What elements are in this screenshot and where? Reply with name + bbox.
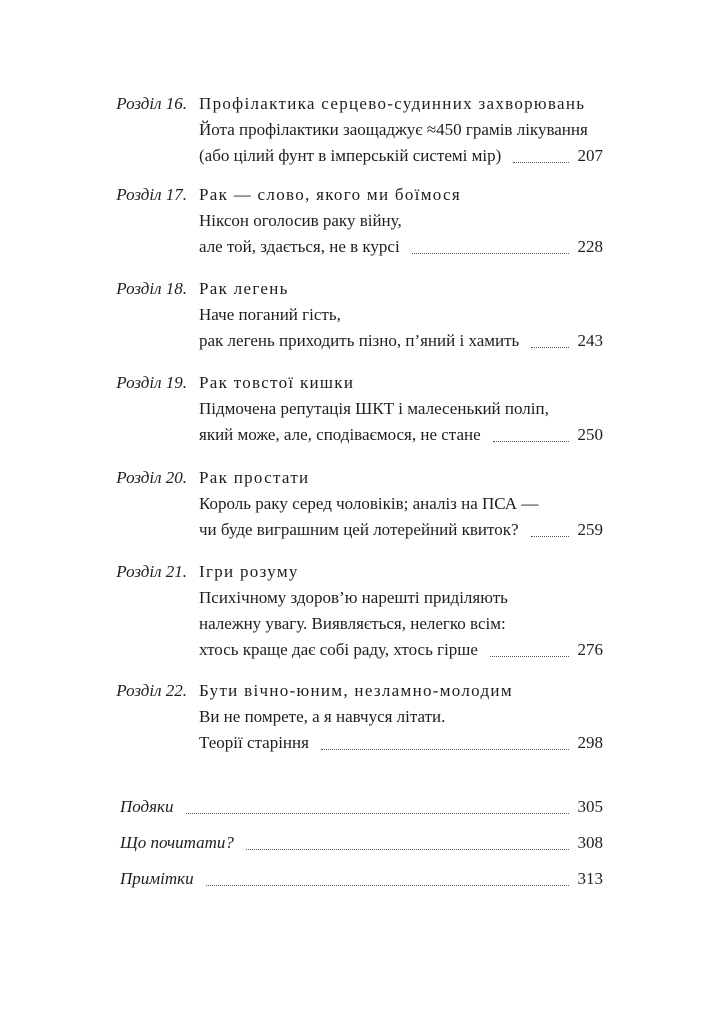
page-number: 243 (577, 331, 603, 350)
dot-leader (412, 252, 569, 254)
dot-leader (531, 346, 568, 348)
subtitle-text: Йота профілактики заощаджує ≈450 грамів лікування (199, 120, 588, 139)
page-number: 259 (577, 520, 603, 539)
subtitle-text: Ніксон оголосив раку війну, (199, 211, 402, 230)
chapter-title: Профілактика серцево-судинних захворювань (199, 94, 586, 113)
dot-leader (206, 884, 569, 886)
chapter-label: Розділ 17. (116, 185, 187, 204)
toc-extra-acknowledgements[interactable] (120, 795, 603, 822)
toc-extra-notes[interactable] (120, 867, 603, 894)
chapter-subtitle-line (199, 638, 603, 665)
dot-leader (246, 848, 569, 850)
dot-leader (493, 440, 569, 442)
subtitle-text: хтось краще дає собі раду, хтось гірше (199, 640, 478, 659)
page-number: 276 (577, 640, 603, 659)
chapter-title: Рак легень (199, 279, 289, 298)
subtitle-text: який може, але, сподіваємося, не стане (199, 425, 481, 444)
extra-title: Подяки (120, 797, 174, 816)
subtitle-text: Теорії старіння (199, 733, 309, 752)
chapter-subtitle-line (199, 731, 603, 758)
page-number: 250 (577, 425, 603, 444)
page-number: 228 (577, 237, 603, 256)
subtitle-text: Король раку серед чоловіків; аналіз на ПСА — (199, 494, 539, 513)
chapter-label: Розділ 19. (116, 373, 187, 392)
chapter-subtitle-line (199, 144, 603, 171)
dot-leader (490, 655, 569, 657)
extra-title: Примітки (120, 869, 194, 888)
page-number: 305 (577, 797, 603, 816)
chapter-label: Розділ 21. (116, 562, 187, 581)
dot-leader (531, 535, 569, 537)
chapter-subtitle-line (199, 492, 603, 519)
chapter-subtitle-line (199, 612, 603, 639)
chapter-title: Рак товстої кишки (199, 373, 355, 392)
subtitle-text: рак легень приходить пізно, п’яний і хамить (199, 331, 520, 350)
subtitle-text: (або цілий фунт в імперській системі мір) (199, 146, 502, 165)
chapter-label: Розділ 16. (116, 94, 187, 113)
page-number: 313 (577, 869, 603, 888)
chapter-label: Розділ 22. (116, 681, 187, 700)
subtitle-text: але той, здається, не в курсі (199, 237, 400, 256)
chapter-subtitle-line (199, 118, 603, 145)
page-number: 207 (577, 146, 603, 165)
chapter-subtitle-line (199, 209, 603, 236)
subtitle-text: Наче поганий гість, (199, 305, 341, 324)
chapter-subtitle-line (199, 303, 603, 330)
chapter-subtitle-line (199, 518, 603, 545)
chapter-title: Ігри розуму (199, 562, 299, 581)
subtitle-text: Психічному здоров’ю нарешті приділяють (199, 588, 508, 607)
chapter-subtitle-line (199, 705, 603, 732)
extra-title: Що почитати? (120, 833, 234, 852)
chapter-subtitle-line (199, 423, 603, 450)
chapter-title: Рак — слово, якого ми боїмося (199, 185, 461, 204)
dot-leader (186, 812, 569, 814)
chapter-title: Рак простати (199, 468, 310, 487)
subtitle-text: Ви не помрете, а я навчуся літати. (199, 707, 446, 726)
subtitle-text: належну увагу. Виявляється, нелегко всім: (199, 614, 506, 633)
toc-extra-further-reading[interactable] (120, 831, 603, 858)
page-number: 298 (577, 733, 603, 752)
chapter-subtitle-line (199, 329, 603, 356)
chapter-subtitle-line (199, 586, 603, 613)
subtitle-text: Підмочена репутація ШКТ і малесенький поліп, (199, 399, 549, 418)
chapter-label: Розділ 18. (116, 279, 187, 298)
chapter-label: Розділ 20. (116, 468, 187, 487)
chapter-subtitle-line (199, 235, 603, 262)
chapter-title: Бути вічно-юним, незламно-молодим (199, 681, 513, 700)
page-number: 308 (577, 833, 603, 852)
dot-leader (321, 748, 569, 750)
subtitle-text: чи буде виграшним цей лотерейний квиток? (199, 520, 519, 539)
dot-leader (513, 161, 568, 163)
chapter-subtitle-line (199, 397, 603, 424)
